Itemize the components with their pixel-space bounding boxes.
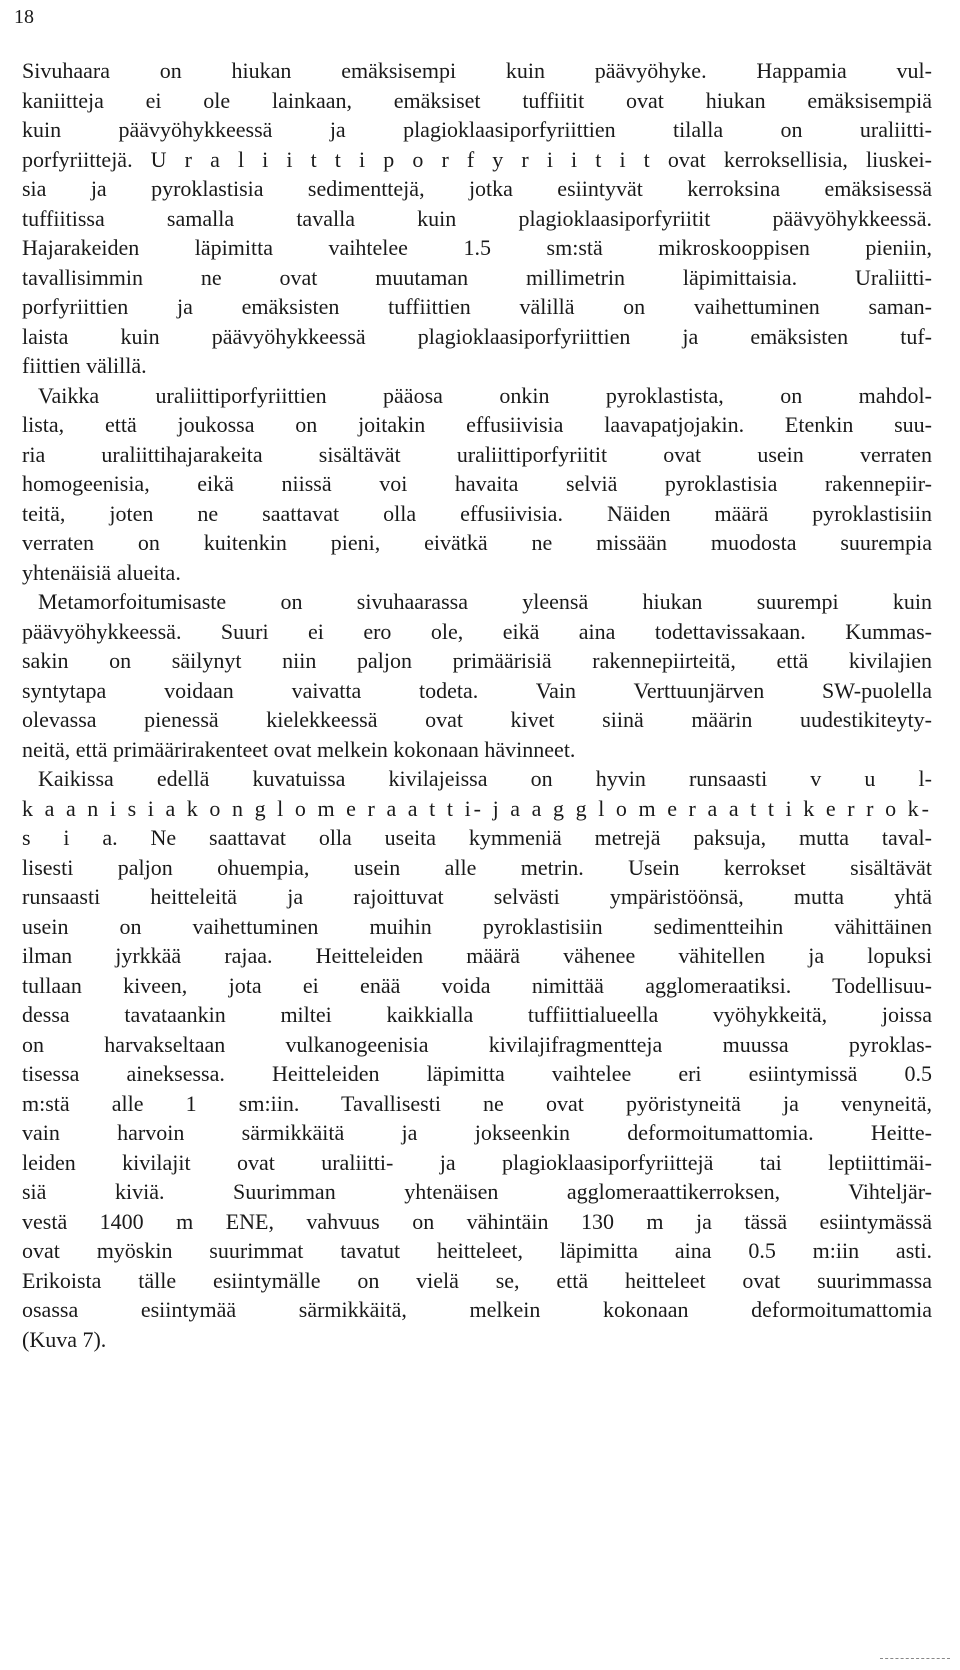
text-line: siä kiviä. Suurimman yhtenäisen agglomeraattikerroksen, Vihteljär- [22, 1179, 932, 1204]
text-line: usein on vaihettuminen muihin pyroklastisiin sedimentteihin vähittäinen [22, 913, 932, 939]
text-line: olevassa pienessä kielekkeessä ovat kivet siinä määrin uudestikiteyty- [22, 707, 932, 732]
text-line: yhtenäisiä alueita. [22, 559, 181, 585]
text-line: syntytapa voidaan vaivatta todeta. Vain Verttuunjärven SW-puolella [22, 677, 932, 703]
text-line: fiittien välillä. [22, 353, 147, 378]
text-line: sakin on säilynyt niin paljon primäärisiä rakennepiirteitä, että kivilajien [22, 648, 932, 673]
text-line: Hajarakeiden läpimitta vaihtelee 1.5 sm:stä mikroskooppisen pieniin, [22, 235, 932, 260]
text-line: homogeenisia, eikä niissä voi havaita selviä pyroklastisia rakennepiir- [22, 471, 932, 496]
text-line: neitä, että primäärirakenteet ovat melkein kokonaan hävinneet. [22, 736, 576, 762]
text-line: dessa tavataankin miltei kaikkialla tuffiittialueella vyöhykkeitä, joissa [22, 1002, 932, 1027]
text-line: tuffiitissa samalla tavalla kuin plagioklaasiporfyriitit päävyöhykkeessä. [22, 205, 932, 231]
text-line: m:stä alle 1 sm:iin. Tavallisesti ne ovat pyöristyneitä ja venyneitä, [22, 1090, 932, 1116]
text-line: ria uraliittihajarakeita sisältävät uraliittiporfyriitit ovat usein verraten [22, 441, 932, 467]
text-line: Kaikissa edellä kuvatuissa kivilajeissa on hyvin runsaasti v u l- [38, 766, 932, 791]
page-number: 18 [14, 6, 34, 28]
text-line: osassa esiintymää särmikkäitä, melkein kokonaan deformoitumattomia [22, 1297, 932, 1322]
text-line: Sivuhaara on hiukan emäksisempi kuin päävyöhyke. Happamia vul- [22, 58, 932, 83]
text-line: lisesti paljon ohuempia, usein alle metrin. Usein kerrokset sisältävät [22, 854, 932, 880]
text-line: kaniitteja ei ole lainkaan, emäksiset tuffiitit ovat hiukan emäksisempiä [22, 87, 932, 113]
text-line: (Kuva 7). [22, 1326, 107, 1352]
text-line: lista, että joukossa on joitakin effusiivisia laavapatjojakin. Etenkin suu- [22, 412, 932, 437]
text-body [22, 56, 932, 1354]
text-line: teitä, joten ne saattavat olla effusiivisia. Näiden määrä pyroklastisiin [22, 500, 932, 526]
text-line: k a a n i s i a k o n g l o m e r a a t t i- j a a g g l o m e r a a t t i k e r r o k- [22, 795, 932, 821]
text-line: on harvakseltaan vulkanogeenisia kivilajifragmentteja muussa pyroklas- [22, 1031, 932, 1057]
text-line: kuin päävyöhykkeessä ja plagioklaasiporfyriittien tilalla on uraliitti- [22, 117, 932, 142]
text-line: sia ja pyroklastisia sedimenttejä, jotka esiintyvät kerroksina emäksisessä [22, 176, 932, 201]
text-line: tavallisimmin ne ovat muutaman millimetrin läpimittaisia. Uraliitti- [22, 264, 932, 290]
text-line: leiden kivilajit ovat uraliitti- ja plagioklaasiporfyriittejä tai leptiittimäi- [22, 1149, 932, 1175]
text-line: runsaasti heitteleitä ja rajoittuvat selvästi ympäristöönsä, mutta yhtä [22, 884, 932, 909]
footer-rule [880, 1658, 950, 1659]
text-line: päävyöhykkeessä. Suuri ei ero ole, eikä aina todettavissakaan. Kummas- [22, 618, 932, 644]
text-line: tullaan kiveen, jota ei enää voida nimittää agglomeraatiksi. Todellisuu- [22, 972, 932, 998]
text-line: Erikoista tälle esiintymälle on vielä se, että heitteleet ovat suurimmassa [22, 1267, 932, 1293]
text-line: laista kuin päävyöhykkeessä plagioklaasiporfyriittien ja emäksisten tuf- [22, 323, 932, 349]
text-line: Metamorfoitumisaste on sivuhaarassa yleensä hiukan suurempi kuin [38, 589, 932, 614]
text-line: Vaikka uraliittiporfyriittien pääosa onkin pyroklastista, on mahdol- [38, 382, 932, 408]
text-line: porfyriittien ja emäksisten tuffiittien välillä on vaihettuminen saman- [22, 294, 932, 319]
text-line: ilman jyrkkää rajaa. Heitteleiden määrä vähenee vähitellen ja lopuksi [22, 943, 932, 968]
text-line: tisessa aineksessa. Heitteleiden läpimitta vaihtelee eri esiintymissä 0.5 [22, 1061, 932, 1086]
text-line: s i a. Ne saattavat olla useita kymmeniä metrejä paksuja, mutta taval- [22, 825, 932, 850]
text-line: vain harvoin särmikkäitä ja jokseenkin deformoitumattomia. Heitte- [22, 1120, 932, 1145]
text-line: porfyriittejä. U r a l i i t t i p o r f y r i i t i t ovat kerroksellisia, liuskei- [22, 146, 932, 172]
text-line: ovat myöskin suurimmat tavatut heitteleet, läpimitta aina 0.5 m:iin asti. [22, 1238, 932, 1263]
text-line: verraten on kuitenkin pieni, eivätkä ne missään muodosta suurempia [22, 530, 932, 555]
text-line: vestä 1400 m ENE, vahvuus on vähintäin 130 m ja tässä esiintymässä [22, 1208, 932, 1234]
